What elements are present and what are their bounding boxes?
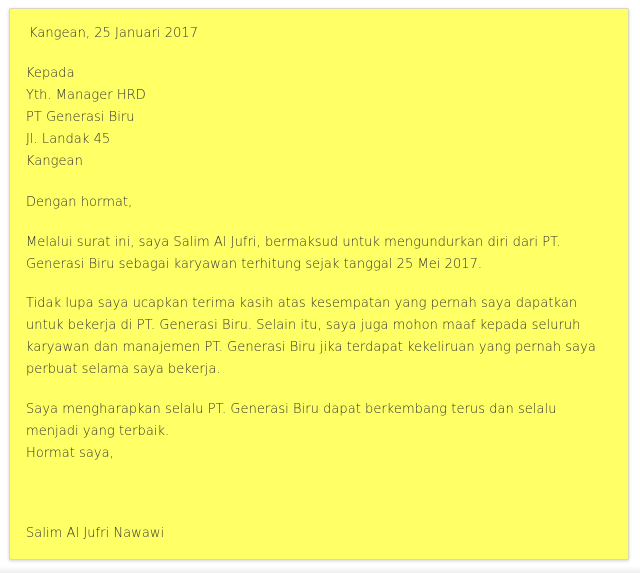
salutation: Dengan hormat, — [26, 195, 133, 210]
paragraph3-line2: menjadi yang terbaik. — [26, 424, 170, 439]
paragraph3-line1: Saya mengharapkan selalu PT. Generasi Biru dapat berkembang terus dan selalu — [26, 402, 557, 417]
paragraph2-line4: perbuat selama saya bekerja. — [26, 362, 221, 377]
recipient-name: Yth. Manager HRD — [26, 88, 146, 103]
paragraph2-line3: karyawan dan manajemen PT. Generasi Biru jika terdapat kekeliruan yang pernah saya — [26, 340, 596, 355]
recipient-company: PT Generasi Biru — [26, 110, 135, 125]
letter-box — [9, 8, 629, 560]
page-bottom-divider — [0, 566, 640, 573]
paragraph1-line2: Generasi Biru sebagai karyawan terhitung sejak tanggal 25 Mei 2017. — [26, 257, 483, 272]
signature: Salim Al Jufri Nawawi — [26, 526, 165, 541]
letter-date: Kangean, 25 Januari 2017 — [29, 26, 199, 41]
recipient-city: Kangean — [26, 154, 83, 169]
recipient-street: Jl. Landak 45 — [26, 132, 111, 147]
recipient-to: Kepada — [26, 66, 75, 81]
paragraph2-line2: untuk bekerja di PT. Generasi Biru. Selain itu, saya juga mohon maaf kepada seluruh — [26, 318, 581, 333]
paragraph1-line1: Melalui surat ini, saya Salim Al Jufri, bermaksud untuk mengundurkan diri dari PT. — [26, 235, 561, 250]
paragraph2-line1: Tidak lupa saya ucapkan terima kasih atas kesempatan yang pernah saya dapatkan — [26, 296, 578, 311]
closing: Hormat saya, — [26, 446, 114, 461]
